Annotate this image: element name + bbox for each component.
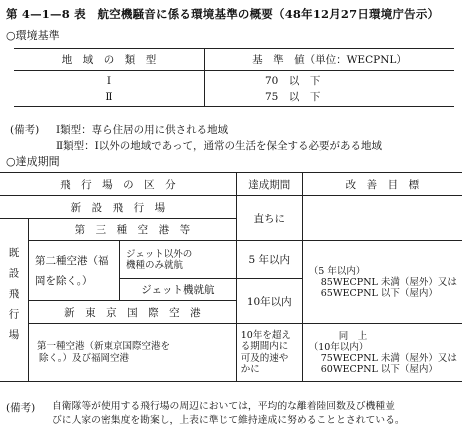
period-immediately: 直ちに [236,196,302,241]
section-environmental-standard: ○環境基準 [6,29,60,42]
jet: ジェット機就航 [120,279,237,301]
goal-line-7: 75WECPNL 未満（屋外）又は [320,352,457,364]
jet-other [120,241,237,279]
goal-line-3: 65WECPNL 以下（屋内） [320,287,438,299]
note2-line-1: 自衛隊等が使用する飛行場の周辺においては，平均的な離着陸回数及び機種並 [52,401,395,412]
second-class-line-2: 岡を除く。） [35,274,93,287]
existing-airport-label: 既設飛行場 [7,247,20,350]
value-1: 70 以 下 [265,74,321,87]
second-class [29,241,120,301]
new-airport: 新 設 飛 行 場 [0,196,236,219]
first-class-line-1: 第一種空港（新東京国際空港を [37,340,171,352]
note-label: (備考) [10,124,40,136]
type-1: Ⅰ [106,74,112,87]
period-five-years: 5 年以内 [236,241,302,279]
achievement-table [0,172,462,382]
first-class-line-2: 除く。）及び福岡空港 [39,352,130,364]
note-line-2: Ⅱ類型：Ⅰ以外の地域であって，通常の生活を保全する必要がある地域 [56,140,382,152]
goal-b [302,324,462,382]
jet-other-line-1: ジェット以外の [126,248,193,260]
period-over-1: 10年を超え [240,329,291,341]
column-area-type: 地 域 の 類 型 [14,49,205,71]
narita: 新 東 京 国 際 空 港 [29,301,237,324]
existing-airport [0,219,29,382]
goal-a [302,241,462,324]
period-over-4: かに [240,364,260,375]
header-airport-class: 飛 行 場 の 区 分 [0,173,236,196]
goal-line-8: 60WECPNL 以下（屋内） [320,363,438,375]
type-2: Ⅱ [105,90,113,103]
goal-line-5: 同 上 [338,330,368,342]
value-cell [205,71,455,107]
period-over-3: 可及的速や [240,352,289,364]
goal-line-6: （10年以内） [308,341,369,353]
column-standard-value: 基 準 値（単位：WECPNL） [205,49,455,71]
standards-table [14,48,454,107]
period-ten-years: 10年以内 [236,279,302,324]
note2-label: (備考) [6,402,36,414]
note-line-1: Ⅰ類型：専ら住居の用に供される地域 [56,124,229,136]
header-goal: 改 善 目 標 [302,173,462,196]
first-class [29,324,237,382]
period-over [236,324,302,382]
page-title: 第 4—1—8 表 航空機騒音に係る環境基準の概要（48年12月27日環境庁告示） [6,7,440,21]
goal-line-2: 85WECPNL 未満（屋外）又は [320,276,457,288]
goal-empty [302,196,462,241]
note2-line-2: びに人家の密集度を勘案し，上表に準じて維持達成に努めることとされている。 [52,415,405,426]
type-cell [14,71,205,107]
period-over-2: る期間内に [240,341,289,352]
jet-other-line-2: 機種のみ就航 [126,259,184,271]
value-2: 75 以 下 [265,90,321,103]
third-class: 第 三 種 空 港 等 [29,219,237,241]
section-achievement-period: ○達成期間 [6,155,60,168]
goal-line-1: （5 年以内） [308,265,366,277]
header-period: 達成期間 [236,173,302,196]
second-class-line-1: 第二種空港（福 [35,254,109,267]
